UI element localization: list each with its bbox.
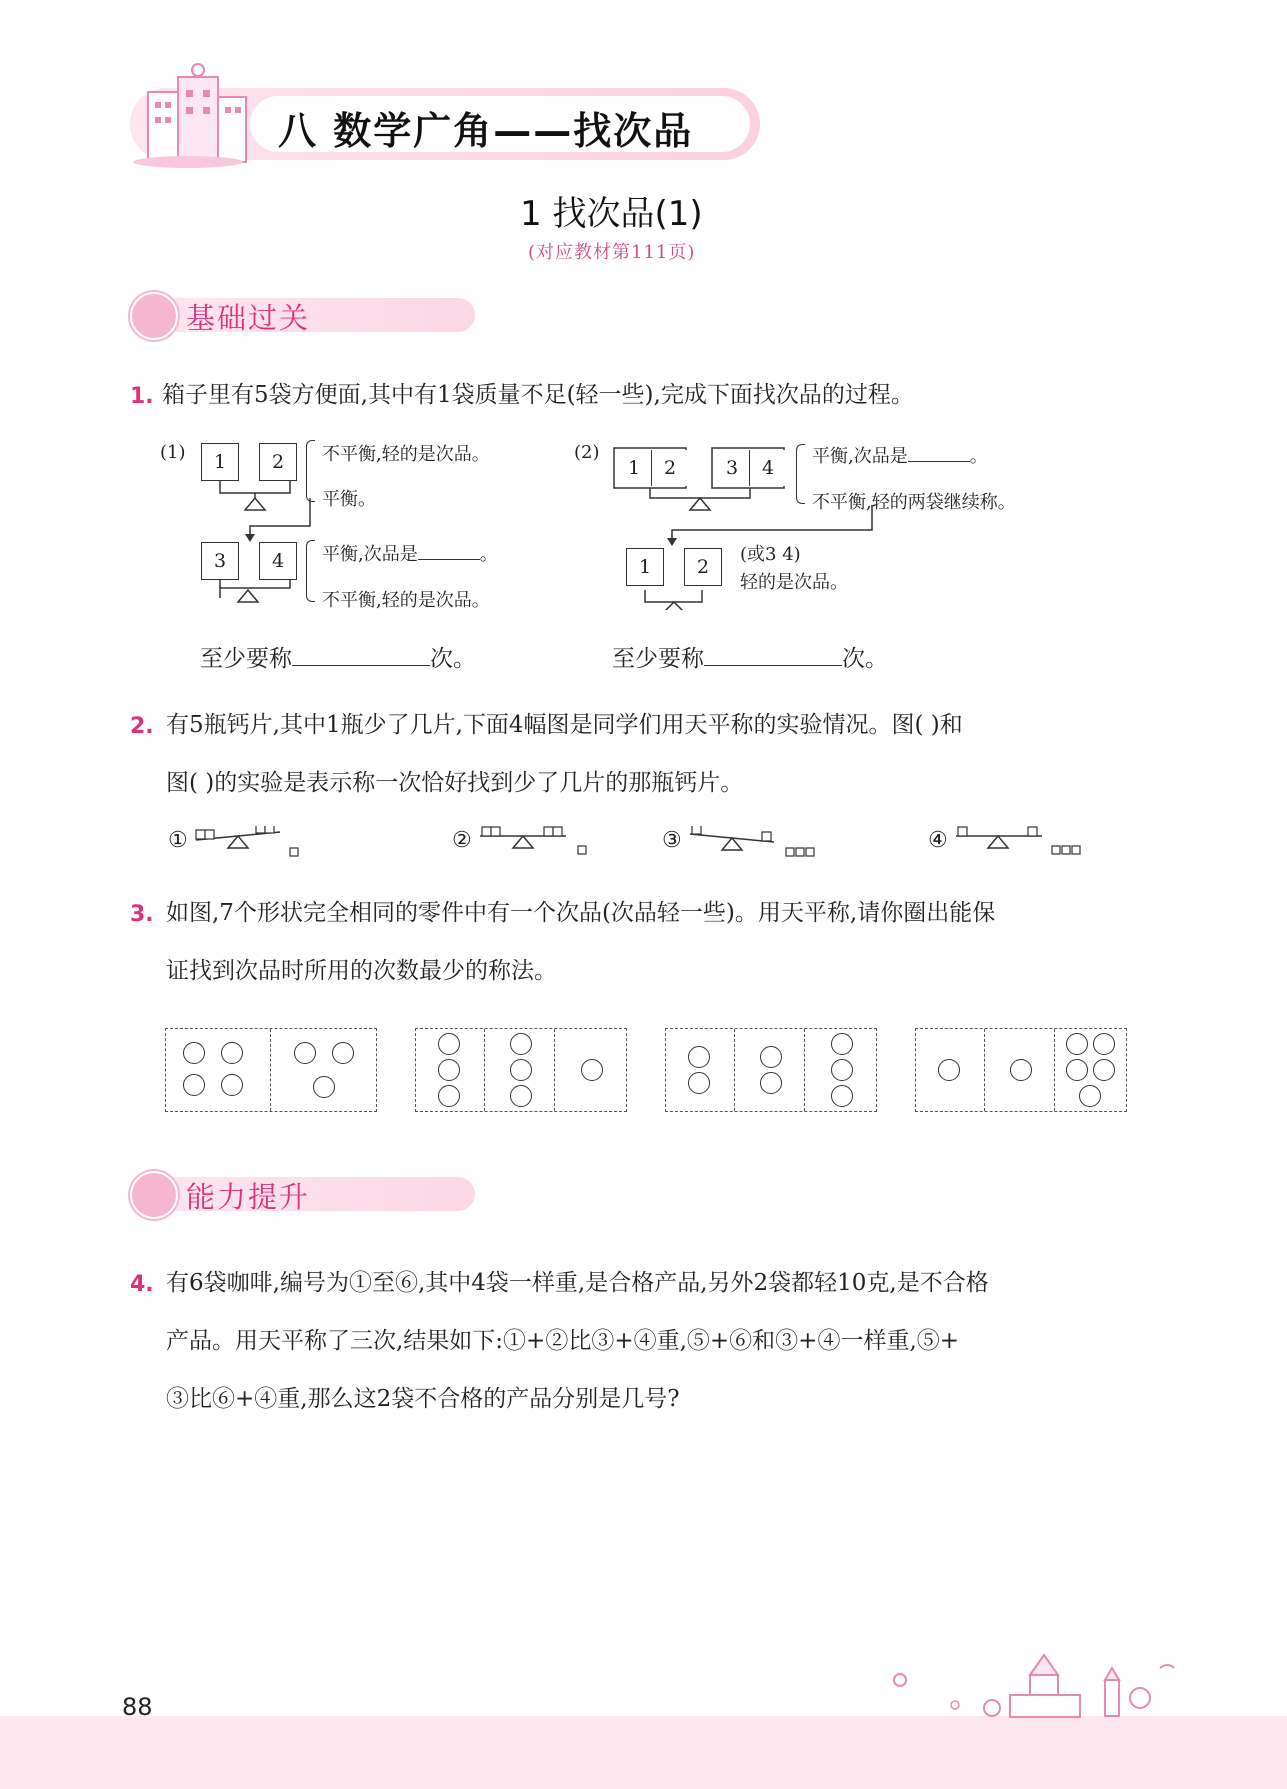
level-balance-figure — [476, 826, 591, 860]
question-text: ③比⑥+④重,那么这2袋不合格的产品分别是几号? — [166, 1386, 680, 1412]
part-circle — [831, 1059, 853, 1081]
outcome-text: 不平衡,轻的两袋继续称。 — [812, 492, 1016, 513]
part-circle — [581, 1059, 603, 1081]
part-circle — [1079, 1085, 1101, 1107]
brace — [306, 440, 315, 502]
question-number: 1. — [130, 384, 154, 409]
part-circle — [438, 1059, 460, 1081]
partition-divider — [484, 1029, 485, 1111]
part-circle — [294, 1042, 316, 1064]
part-circle — [938, 1059, 960, 1081]
part-circle — [183, 1074, 205, 1096]
part-circle — [221, 1074, 243, 1096]
part-circle — [438, 1085, 460, 1107]
part-label: (2) — [574, 442, 600, 463]
partition-divider — [554, 1029, 555, 1111]
figure-label: ④ — [928, 828, 948, 853]
part-circle — [183, 1042, 205, 1064]
alternative-result: 轻的是次品。 — [740, 572, 848, 593]
chapter-title: 八 数学广角——找次品 — [278, 109, 694, 153]
partition-divider — [270, 1029, 271, 1111]
partition-divider — [734, 1029, 735, 1111]
question-text: 如图,7个形状完全相同的零件中有一个次品(次品轻一些)。用天平称,请你圈出能保 — [166, 900, 996, 926]
bag-box: 2 — [684, 548, 722, 586]
question-text: 产品。用天平称了三次,结果如下:①+②比③+④重,⑤+⑥和③+④一样重,⑤+ — [166, 1328, 960, 1354]
part-label: (1) — [160, 442, 186, 463]
part-circle — [313, 1076, 335, 1098]
part-circle — [438, 1033, 460, 1055]
part-circle — [1066, 1059, 1088, 1081]
answer-blank[interactable] — [292, 641, 430, 666]
section-header-basic — [130, 296, 490, 334]
tilted-balance-figure — [192, 826, 307, 860]
outcome-text: 不平衡,轻的是次品。 — [322, 590, 490, 611]
bag-box: 4 — [749, 450, 786, 486]
partition-option[interactable] — [415, 1028, 627, 1112]
globe-icon — [130, 292, 178, 340]
question-text: 有6袋咖啡,编号为①至⑥,其中4袋一样重,是合格产品,另外2袋都轻10克,是不合格 — [166, 1270, 989, 1296]
footer-band — [0, 1716, 1287, 1789]
section-title: 能力提升 — [186, 1180, 311, 1214]
part-circle — [760, 1046, 782, 1068]
part-circle — [1093, 1033, 1115, 1055]
partition-option[interactable] — [165, 1028, 377, 1112]
part-circle — [688, 1046, 710, 1068]
part-circle — [332, 1042, 354, 1064]
answer-blank[interactable] — [704, 641, 842, 666]
partition-divider — [804, 1029, 805, 1111]
balance-diagram — [195, 575, 295, 615]
level-balance-figure — [952, 826, 1092, 860]
part-circle — [1066, 1033, 1088, 1055]
outcome-text: 不平衡,轻的是次品。 — [322, 444, 490, 465]
building-illustration-icon — [128, 62, 258, 172]
partition-divider — [984, 1029, 985, 1111]
outcome-text: 平衡,次品是 。 — [322, 544, 498, 565]
bag-box: 3 — [201, 542, 239, 580]
lesson-title: 1 找次品(1) — [520, 194, 703, 234]
partition-option[interactable] — [665, 1028, 877, 1112]
answer-blank[interactable] — [418, 559, 480, 560]
question-text: 图( )的实验是表示称一次恰好找到少了几片的那瓶钙片。 — [166, 770, 744, 796]
part-circle — [1010, 1059, 1032, 1081]
part-circle — [688, 1072, 710, 1094]
lesson-reference: (对应教材第111页) — [528, 242, 696, 263]
part-circle — [510, 1085, 532, 1107]
bag-box: 4 — [259, 542, 297, 580]
question-text: 有5瓶钙片,其中1瓶少了几片,下面4幅图是同学们用天平称的实验情况。图( )和 — [166, 712, 963, 738]
bag-box: 1 — [626, 548, 664, 586]
least-times: 至少要称 次。 — [200, 640, 476, 673]
part-circle — [510, 1033, 532, 1055]
question-text: 证找到次品时所用的次数最少的称法。 — [166, 958, 557, 984]
figure-label: ③ — [662, 828, 682, 853]
least-times: 至少要称 次。 — [612, 640, 888, 673]
figure-label: ① — [168, 828, 188, 853]
part-circle — [831, 1085, 853, 1107]
partition-divider — [1054, 1029, 1055, 1111]
question-number: 3. — [130, 902, 154, 927]
tilted-balance-figure — [686, 826, 826, 860]
partition-option[interactable] — [915, 1028, 1127, 1112]
part-circle — [760, 1072, 782, 1094]
figure-label: ② — [452, 828, 472, 853]
outcome-text: 平衡,次品是 。 — [812, 446, 988, 467]
bag-box: 2 — [259, 443, 297, 481]
part-circle — [831, 1033, 853, 1055]
bag-box: 1 — [201, 443, 239, 481]
part-circle — [221, 1042, 243, 1064]
bag-box: 2 — [651, 450, 688, 486]
section-header-advanced — [130, 1175, 490, 1213]
part-circle — [1093, 1059, 1115, 1081]
globe-icon — [130, 1171, 178, 1219]
answer-blank[interactable] — [908, 461, 970, 462]
part-circle — [510, 1059, 532, 1081]
section-title: 基础过关 — [186, 301, 311, 335]
castle-illustration-icon — [880, 1650, 1180, 1720]
bag-box: 1 — [616, 450, 652, 486]
question-number: 2. — [130, 714, 154, 739]
question-text: 箱子里有5袋方便面,其中有1袋质量不足(轻一些),完成下面找次品的过程。 — [162, 382, 914, 408]
alternative-text: (或3 4) — [740, 544, 801, 565]
outcome-text: 平衡。 — [322, 489, 376, 510]
brace — [306, 540, 315, 602]
bag-box: 3 — [714, 450, 750, 486]
page-number: 88 — [122, 1693, 153, 1721]
brace — [796, 444, 805, 504]
question-number: 4. — [130, 1272, 154, 1297]
